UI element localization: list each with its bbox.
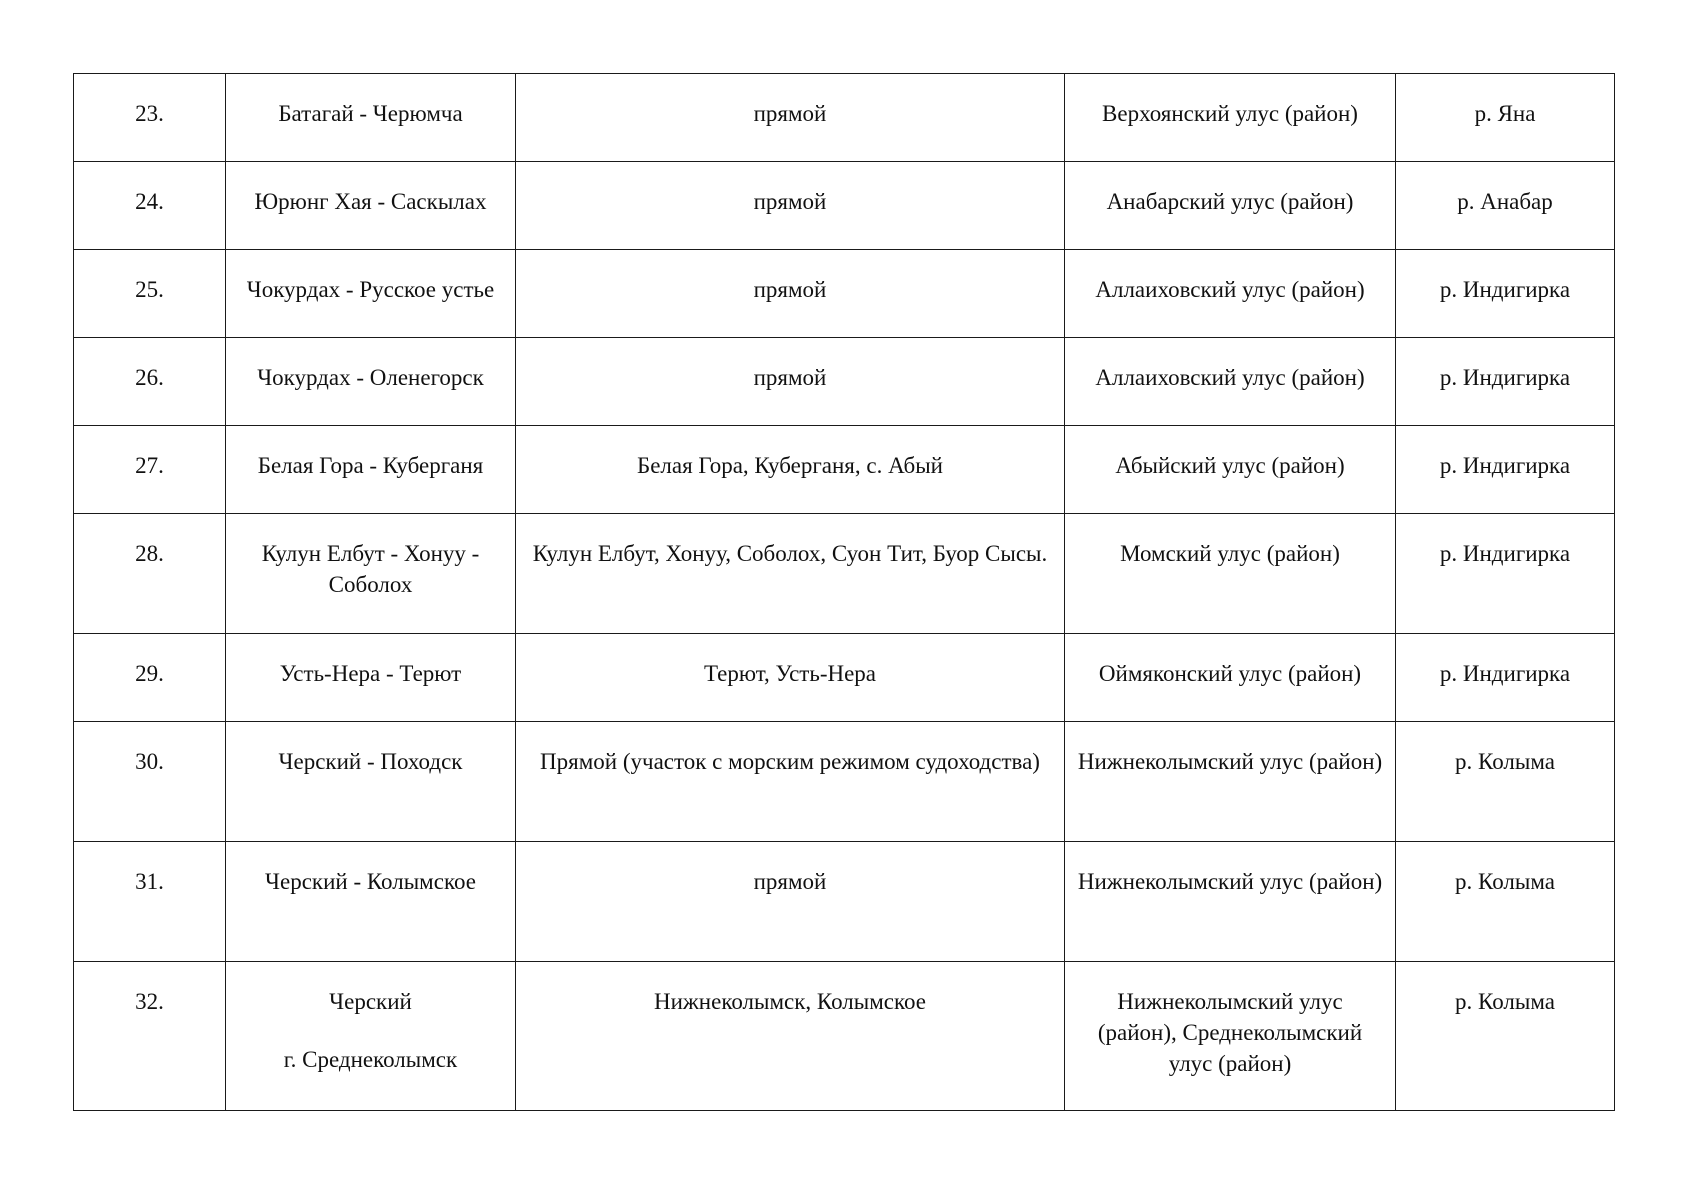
- table-row: [74, 634, 1615, 722]
- district: Оймяконский улус (район): [1065, 634, 1396, 722]
- route-stops: прямой: [516, 250, 1065, 338]
- district: Нижнеколымский улус (район): [1065, 842, 1396, 962]
- river: р. Анабар: [1396, 162, 1615, 250]
- table-row: [74, 426, 1615, 514]
- route-name: Черский - Походск: [226, 722, 516, 842]
- table-row: [74, 338, 1615, 426]
- river: р. Индигирка: [1396, 338, 1615, 426]
- district: Нижнеколымский улус (район), Среднеколымский улус (район): [1065, 962, 1396, 1111]
- table-row: [74, 250, 1615, 338]
- river: р. Яна: [1396, 74, 1615, 162]
- row-number: 23.: [74, 74, 226, 162]
- row-number: 32.: [74, 962, 226, 1111]
- table-row: [74, 162, 1615, 250]
- row-number: 26.: [74, 338, 226, 426]
- table-row: [74, 514, 1615, 634]
- river: р. Индигирка: [1396, 634, 1615, 722]
- route-name: Юрюнг Хая - Саскылах: [226, 162, 516, 250]
- route-stops: Прямой (участок с морским режимом судоходства): [516, 722, 1065, 842]
- route-name: Чокурдах - Русское устье: [226, 250, 516, 338]
- district: Аллаиховский улус (район): [1065, 338, 1396, 426]
- table-row: [74, 842, 1615, 962]
- river: р. Колыма: [1396, 842, 1615, 962]
- row-number: 28.: [74, 514, 226, 634]
- row-number: 25.: [74, 250, 226, 338]
- route-name: Белая Гора - Куберганя: [226, 426, 516, 514]
- row-number: 27.: [74, 426, 226, 514]
- route-stops: Белая Гора, Куберганя, с. Абый: [516, 426, 1065, 514]
- route-name-line2: г. Среднеколымск: [283, 1047, 458, 1072]
- route-name: Батагай - Черюмча: [226, 74, 516, 162]
- route-name-line1: Черский: [329, 989, 412, 1014]
- route-stops: прямой: [516, 842, 1065, 962]
- row-number: 29.: [74, 634, 226, 722]
- district: Аллаиховский улус (район): [1065, 250, 1396, 338]
- route-name: Чокурдах - Оленегорск: [226, 338, 516, 426]
- row-number: 24.: [74, 162, 226, 250]
- district: Верхоянский улус (район): [1065, 74, 1396, 162]
- route-stops: прямой: [516, 338, 1065, 426]
- river: р. Колыма: [1396, 962, 1615, 1111]
- river: р. Индигирка: [1396, 426, 1615, 514]
- route-name: Усть-Нера - Терют: [226, 634, 516, 722]
- route-name: Черский - Колымское: [226, 842, 516, 962]
- district: Анабарский улус (район): [1065, 162, 1396, 250]
- route-stops: прямой: [516, 74, 1065, 162]
- route-stops: прямой: [516, 162, 1065, 250]
- table-row: [74, 962, 1615, 1111]
- table-row: [74, 722, 1615, 842]
- row-number: 30.: [74, 722, 226, 842]
- district: Нижнеколымский улус (район): [1065, 722, 1396, 842]
- river: р. Индигирка: [1396, 514, 1615, 634]
- route-stops: Нижнеколымск, Колымское: [516, 962, 1065, 1111]
- route-stops: Кулун Елбут, Хонуу, Соболох, Суон Тит, Буор Сысы.: [516, 514, 1065, 634]
- district: Момский улус (район): [1065, 514, 1396, 634]
- route-name: [226, 962, 516, 1111]
- table-row: [74, 74, 1615, 162]
- district: Абыйский улус (район): [1065, 426, 1396, 514]
- routes-table: [73, 73, 1615, 1111]
- river: р. Индигирка: [1396, 250, 1615, 338]
- route-name: Кулун Елбут - Хонуу - Соболох: [226, 514, 516, 634]
- route-stops: Терют, Усть-Нера: [516, 634, 1065, 722]
- river: р. Колыма: [1396, 722, 1615, 842]
- row-number: 31.: [74, 842, 226, 962]
